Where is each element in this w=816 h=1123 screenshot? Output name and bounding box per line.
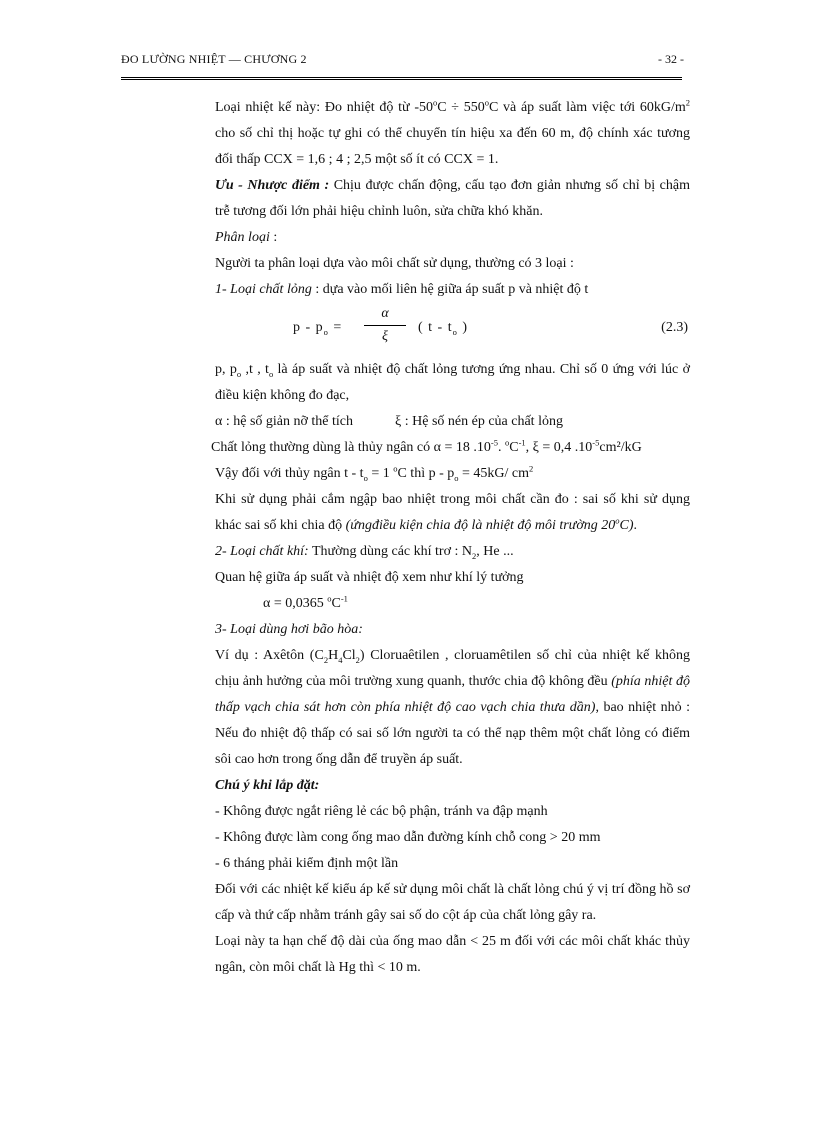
paragraph-capillary-length: Loại này ta hạn chế độ dài của ống mao dẫn < 25 m đối với các môi chất khác thủy ngân, còn môi chất là Hg thì < 10 m. [215,934,690,975]
installation-item: - Không được làm cong ống mao dẫn đường kính chỗ cong > 20 mm [215,830,601,845]
gas-relation: Quan hệ giữa áp suất và nhiệt độ xem như khí lý tưởng [215,570,524,585]
paragraph-gauge-position: Đối với các nhiệt kế kiểu áp kế sử dụng môi chất là chất lỏng chú ý vị trí đồng hồ sơ cấp và thứ cấp nhằm tránh gây sai số do cột áp của chất lỏng gây ra. [215,882,690,923]
equation-rhs: ( t - $t_o$ ) [418,320,469,337]
classification-heading: Phân loại : [215,230,278,245]
equation-fraction [362,303,408,348]
header-rule [121,77,682,80]
mercury-coefficients: Chất lỏng thường dùng là thủy ngân có α = 18 $.10^{-5}$. $^oC^{-1}$, ξ = 0,4 $.10^{-5}cm^2/kG$ [211,437,642,455]
equation-number: (2.3) [661,320,688,335]
installation-heading: Chú ý khi lắp đặt: [215,778,320,793]
paragraph-vapor-example: Ví dụ : Axêtôn $(C_2H_4Cl_2)$ Cloruaêtilen , cloruamêtilen số chỉ của nhiệt kế không chịu ảnh hưởng của môi trường xung quanh, thước chia độ không đều (phía nhiệt độ thấp vạch chia sát hơn còn phía nhiệt độ cao vạch chia thưa dần), bao nhiệt nhỏ : Nếu đo nhiệt độ thấp có sai số lớn người ta có thể nạp thêm một chất lỏng có điểm sôi cao hơn trong ống dẫn để truyền áp suất. [215,648,691,767]
gas-type-heading: 2- Loại chất khí: Thường dùng các khí trơ : $N_2$, He ... [215,544,514,561]
page-header [121,52,684,68]
classification-intro: Người ta phân loại dựa vào môi chất sử dụng, thường có 3 loại : [215,256,574,271]
page-number: - 32 - [658,52,684,66]
paragraph-range: Loại nhiệt kế này: Đo nhiệt độ từ $-50^oC \div 550^oC$ và áp suất làm việc tới $60kG/m^2$ cho số chỉ thị hoặc tự ghi có thể chuyển tín hiệu xa đến 60 m, độ chính xác tương đối thấp CCX = 1,6 ; 4 ; 2,5 một số ít có CCX = 1. [215,97,690,167]
gas-alpha-value: α = 0,0365 $^oC^{-1}$ [263,593,348,611]
fraction-numerator: α [381,306,389,321]
page-body [211,95,691,981]
fraction-denominator: ξ [382,329,388,344]
installation-item: - 6 tháng phải kiểm định một lần [215,856,399,871]
paragraph-pros-cons: Ưu - Nhược điểm : Chịu được chấn động, cấu tạo đơn giản nhưng số chỉ bị chậm trễ tương đối lớn phải hiệu chỉnh luôn, sửa chữa khó khăn. [215,178,690,219]
equation-lhs: p - $p_o$ = [293,320,343,337]
chapter-title: ĐO LƯỜNG NHIỆT — CHƯƠNG 2 [121,52,307,66]
paragraph-variables: p, $p_o$ ,t , $t_o$ là áp suất và nhiệt độ chất lỏng tương ứng nhau. Chỉ số 0 ứng với lúc ở điều kiện không đo đạc, [215,362,691,403]
coefficient-definitions: α : hệ số giản nỡ thể tích ξ : Hệ số nén ép của chất lỏng [215,414,563,429]
pros-cons-label: Ưu - Nhược điểm : [215,178,330,193]
vapor-type-heading: 3- Loại dùng hơi bão hòa: [215,622,363,637]
liquid-type-heading: 1- Loại chất lỏng : dựa vào mối liên hệ giữa áp suất p và nhiệt độ t [215,282,589,297]
mercury-pressure: Vậy đối với thủy ngân $t - t_o = 1$ $^o$C thì $p - p_o = 45kG/$ $cm^2$ [215,463,534,483]
installation-item: - Không được ngắt riêng lẻ các bộ phận, tránh va đập mạnh [215,804,548,819]
paragraph-usage: Khi sử dụng phải cắm ngập bao nhiệt trong môi chất cần đo : sai số khi sử dụng khác sai số khi chia độ (ứngđiều kiện chia độ là nhiệt độ môi trường 20$^o$C). [215,492,690,533]
equation-2-3 [215,305,690,355]
